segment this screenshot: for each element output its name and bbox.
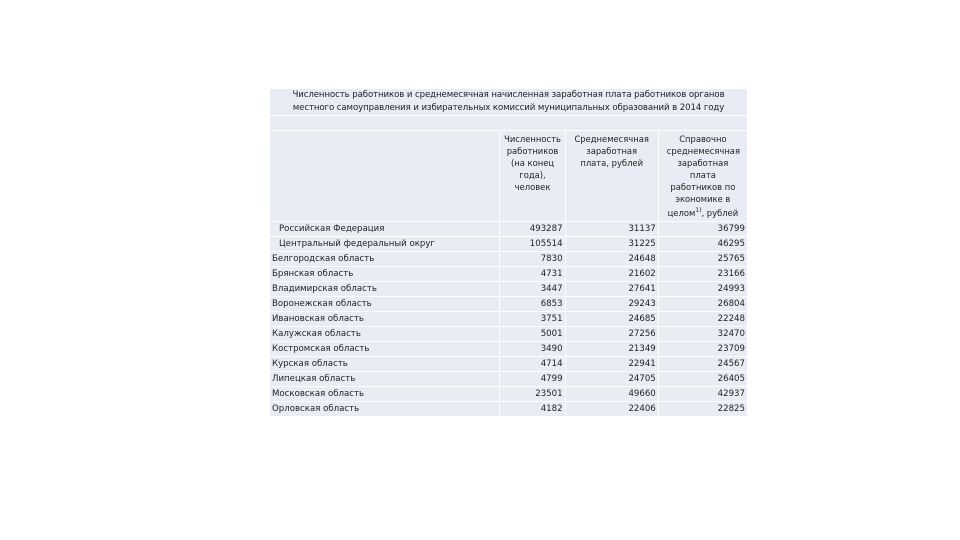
ref-wage-cell: 36799 bbox=[659, 222, 747, 236]
headcount-cell: 6853 bbox=[500, 297, 564, 311]
headcount-cell: 4182 bbox=[500, 402, 564, 416]
table-row bbox=[270, 222, 747, 236]
avg-wage-cell: 31225 bbox=[566, 237, 658, 251]
table-title bbox=[270, 89, 747, 115]
ref-wage-header-text: Справочно среднемесячная заработная плата работников по экономике в целом bbox=[666, 134, 740, 218]
headcount-cell: 105514 bbox=[500, 237, 564, 251]
headcount-cell: 5001 bbox=[500, 327, 564, 341]
region-name-cell: Воронежская область bbox=[270, 297, 499, 311]
table-row bbox=[270, 282, 747, 296]
avg-wage-cell: 21602 bbox=[566, 267, 658, 281]
header-row bbox=[270, 131, 747, 221]
avg-wage-cell: 24685 bbox=[566, 312, 658, 326]
headcount-cell: 7830 bbox=[500, 252, 564, 266]
ref-wage-cell: 22248 bbox=[659, 312, 747, 326]
ref-wage-cell: 23709 bbox=[659, 342, 747, 356]
table-row bbox=[270, 297, 747, 311]
headcount-cell: 3490 bbox=[500, 342, 564, 356]
table-body bbox=[270, 222, 747, 416]
footnote-marker: 1) bbox=[695, 207, 702, 214]
headcount-cell: 3751 bbox=[500, 312, 564, 326]
avg-wage-column-header: Среднемесячная заработная плата, рублей bbox=[566, 131, 658, 221]
table-row bbox=[270, 342, 747, 356]
wage-table bbox=[269, 130, 748, 417]
avg-wage-cell: 27641 bbox=[566, 282, 658, 296]
headcount-cell: 23501 bbox=[500, 387, 564, 401]
statistics-sheet bbox=[270, 89, 747, 417]
table-row bbox=[270, 402, 747, 416]
table-row bbox=[270, 237, 747, 251]
title-line-2: местного самоуправления и избирательных комиссий муниципальных образований в 2014 году bbox=[292, 103, 725, 113]
ref-wage-column-header bbox=[659, 131, 747, 221]
ref-wage-cell: 26405 bbox=[659, 372, 747, 386]
table-row bbox=[270, 267, 747, 281]
headcount-cell: 4714 bbox=[500, 357, 564, 371]
ref-wage-cell: 22825 bbox=[659, 402, 747, 416]
ref-wage-cell: 26804 bbox=[659, 297, 747, 311]
table-row bbox=[270, 357, 747, 371]
region-name-cell: Брянская область bbox=[270, 267, 499, 281]
title-spacer-band bbox=[270, 116, 747, 130]
avg-wage-cell: 24648 bbox=[566, 252, 658, 266]
region-name-cell: Центральный федеральный округ bbox=[270, 237, 499, 251]
table-row bbox=[270, 387, 747, 401]
avg-wage-cell: 49660 bbox=[566, 387, 658, 401]
ref-wage-cell: 23166 bbox=[659, 267, 747, 281]
avg-wage-cell: 24705 bbox=[566, 372, 658, 386]
headcount-cell: 3447 bbox=[500, 282, 564, 296]
ref-wage-header-unit: , рублей bbox=[701, 207, 739, 218]
avg-wage-cell: 21349 bbox=[566, 342, 658, 356]
avg-wage-cell: 22941 bbox=[566, 357, 658, 371]
avg-wage-cell: 29243 bbox=[566, 297, 658, 311]
ref-wage-cell: 24993 bbox=[659, 282, 747, 296]
region-name-cell: Владимирская область bbox=[270, 282, 499, 296]
ref-wage-cell: 24567 bbox=[659, 357, 747, 371]
headcount-cell: 493287 bbox=[500, 222, 564, 236]
ref-wage-cell: 32470 bbox=[659, 327, 747, 341]
title-line-1: Численность работников и среднемесячная начисленная заработная плата работников органов bbox=[292, 90, 725, 100]
region-name-cell: Московская область bbox=[270, 387, 499, 401]
table-row bbox=[270, 252, 747, 266]
avg-wage-cell: 31137 bbox=[566, 222, 658, 236]
ref-wage-cell: 42937 bbox=[659, 387, 747, 401]
region-column-header bbox=[270, 131, 499, 221]
avg-wage-cell: 27256 bbox=[566, 327, 658, 341]
region-name-cell: Калужская область bbox=[270, 327, 499, 341]
region-name-cell: Белгородская область bbox=[270, 252, 499, 266]
headcount-cell: 4799 bbox=[500, 372, 564, 386]
region-name-cell: Костромская область bbox=[270, 342, 499, 356]
region-name-cell: Ивановская область bbox=[270, 312, 499, 326]
ref-wage-cell: 25765 bbox=[659, 252, 747, 266]
table-row bbox=[270, 327, 747, 341]
avg-wage-cell: 22406 bbox=[566, 402, 658, 416]
table-row bbox=[270, 312, 747, 326]
headcount-cell: 4731 bbox=[500, 267, 564, 281]
region-name-cell: Орловская область bbox=[270, 402, 499, 416]
region-name-cell: Липецкая область bbox=[270, 372, 499, 386]
region-name-cell: Российская Федерация bbox=[270, 222, 499, 236]
headcount-column-header: Численность работников (на конец года), человек bbox=[500, 131, 564, 221]
table-row bbox=[270, 372, 747, 386]
region-name-cell: Курская область bbox=[270, 357, 499, 371]
ref-wage-cell: 46295 bbox=[659, 237, 747, 251]
